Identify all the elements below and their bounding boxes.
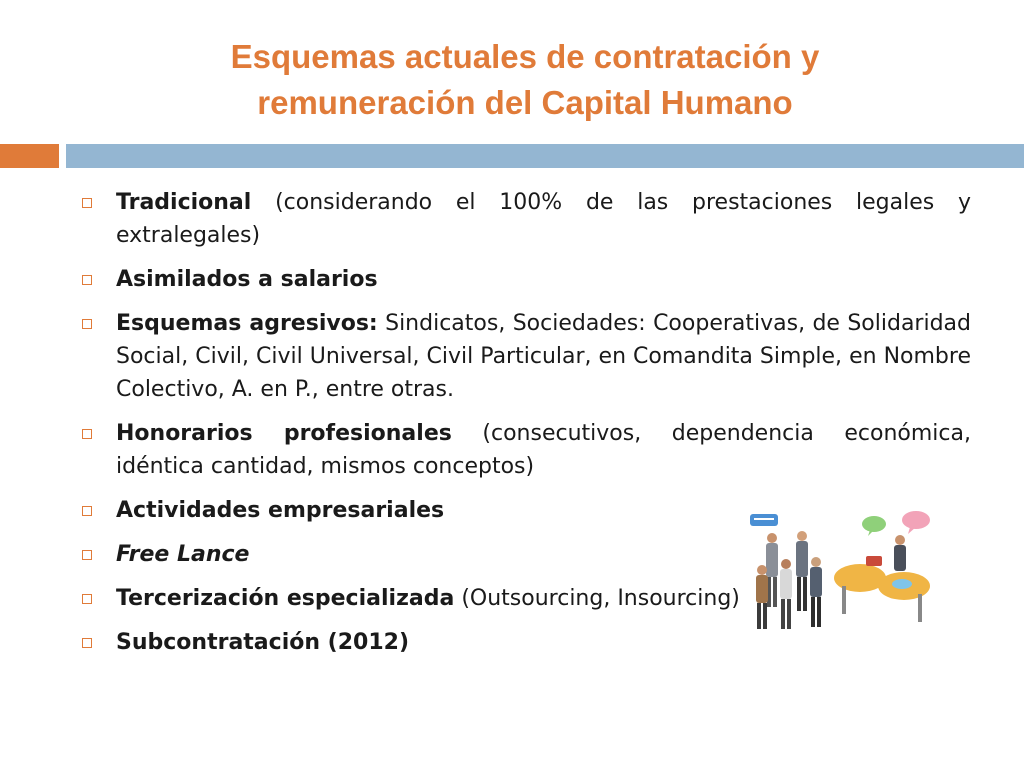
person-figure [810, 557, 822, 627]
item-heading: Asimilados a salarios [116, 267, 378, 292]
item-heading: Honorarios profesionales [116, 421, 452, 446]
meeting-table [834, 564, 930, 622]
item-heading: Tercerización especializada [116, 586, 455, 611]
list-item-tradicional [74, 186, 971, 252]
item-heading: Free Lance [116, 542, 250, 567]
square-bullet-icon [82, 506, 92, 516]
item-heading: Tradicional [116, 190, 252, 215]
list-item-honorarios [74, 417, 971, 483]
item-text: (Outsourcing, Insourcing) [454, 586, 740, 611]
person-figure [894, 535, 906, 571]
item-heading: Actividades empresariales [116, 498, 445, 523]
square-bullet-icon [82, 550, 92, 560]
title-line-2: remuneración del Capital Humano [257, 84, 793, 121]
square-bullet-icon [82, 429, 92, 439]
item-heading: Esquemas agresivos: [116, 311, 378, 336]
list-item-actividades [74, 494, 756, 527]
item-text: Sindicatos, Sociedades: Cooperativas, de Solidaridad Social, Civil, Civil Universal, Civil Particular, en Comandita Simple, en Nombre Colectivo, A. en P., entre otras. [116, 311, 971, 402]
title-divider-bar [66, 144, 1024, 168]
title-line-1: Esquemas actuales de contratación y [230, 38, 820, 75]
list-item-esquemas-agresivos [74, 307, 971, 406]
item-heading: Subcontratación (2012) [116, 630, 410, 655]
list-item-tercerizacion [74, 582, 756, 615]
title-accent-bar [0, 144, 59, 168]
square-bullet-icon [82, 319, 92, 329]
square-bullet-icon [82, 275, 92, 285]
slide-title [110, 34, 940, 126]
square-bullet-icon [82, 594, 92, 604]
list-item-free-lance [74, 538, 756, 571]
person-figure [796, 531, 808, 611]
person-figure [780, 559, 792, 629]
item-text: (consecutivos, dependencia económica, idéntica cantidad, mismos conceptos) [116, 421, 971, 479]
square-bullet-icon [82, 198, 92, 208]
list-item-subcontratacion [74, 626, 756, 659]
item-text: (considerando el 100% de las prestaciones legales y extralegales) [116, 190, 971, 248]
list-item-asimilados [74, 263, 971, 296]
square-bullet-icon [82, 638, 92, 648]
business-people-meeting-icon [742, 508, 934, 650]
